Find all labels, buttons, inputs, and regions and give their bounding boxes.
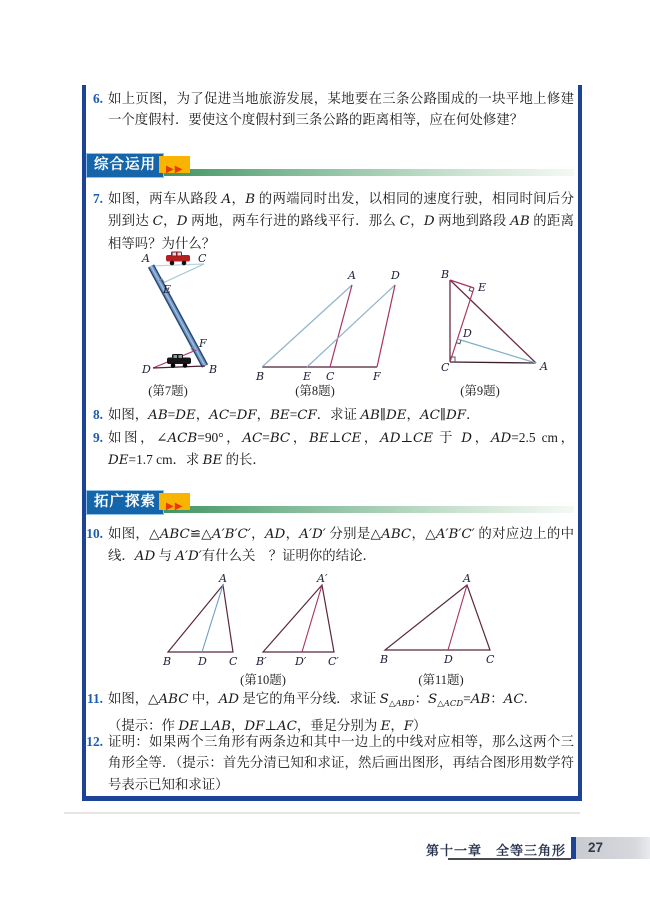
red-car-wheel (170, 261, 175, 266)
section-banner-comprehensive (86, 153, 574, 181)
problem-12-number: 12. (86, 734, 103, 749)
black-car-window-2 (179, 355, 183, 358)
footer-underline (448, 858, 571, 860)
figure-problem-10 (155, 572, 350, 670)
figure-problem-8 (245, 263, 420, 383)
problem-6-number: 6. (92, 91, 103, 106)
vertex-label-B-prime: B′ (256, 655, 267, 668)
segment-AC (330, 285, 352, 367)
problem-9-number: 9. (92, 430, 103, 445)
problem-12 (78, 731, 574, 795)
figure-problem-11 (375, 572, 505, 668)
banner-arrow-box (159, 156, 190, 173)
banner-title-comprehensive: 综合运用 (86, 153, 164, 178)
triangle-ABC (385, 585, 490, 650)
segment-ED (307, 285, 395, 367)
vertex-label-B: B (256, 370, 265, 383)
problem-7-number: 7. (92, 191, 103, 206)
vertex-label-C: C (326, 370, 335, 383)
black-car-icon (167, 354, 191, 368)
double-arrow-icon: ▶▶ (166, 501, 184, 512)
triangle-A2B2C2 (263, 585, 334, 652)
vertex-label-D: D (391, 269, 400, 282)
figure-11-caption: (第11题) (418, 673, 464, 687)
problem-11-text: 如图，△ABC 中，AD 是它的角平分线．求证 $S_{\triangle ABD}$：$S_{\triangle ACD}=AB$：AC． （提示：作 DE⊥AB，DF⊥AC，垂足分别为 E，F） (108, 691, 537, 735)
vertex-label-B: B (209, 363, 218, 376)
segment-DF (377, 285, 395, 367)
double-arrow-icon: ▶▶ (166, 164, 184, 175)
page-shadow-line (64, 812, 580, 814)
problem-8-number: 8. (92, 407, 103, 422)
vertex-label-D: D (198, 655, 207, 668)
black-car-wheel-2 (183, 363, 188, 368)
problem-9-text: 如图，∠ACB=90°，AC=BC，BE⊥CE，AD⊥CE 于 D，AD=2.5 cm，DE=1.7 cm．求 BE 的长． (108, 430, 575, 469)
vertex-label-F: F (199, 337, 207, 350)
vertex-label-C: C (198, 252, 207, 265)
segment-CA (450, 362, 536, 363)
vertex-label-F: F (373, 370, 381, 383)
banner-arrow-box (159, 493, 190, 510)
problem-6 (78, 88, 574, 131)
problem-7-text: 如图，两车从路段 A，B 的两端同时出发，以相同的速度行驶，相同时间后分别到达 C，D 两地，两车行进的路线平行．那么 C，D 两地到路段 AB 的距离相等吗？为什么？ (108, 191, 575, 251)
segment-AC (151, 264, 204, 266)
figure-problem-9 (423, 260, 573, 378)
red-car-wheel-2 (182, 261, 187, 266)
vertex-label-A: A (463, 572, 471, 585)
problem-6-text: 如上页图，为了促进当地旅游发展，某地要在三条公路围成的一块平地上修建一个度假村．要使这个度假村到三条公路的距离相等，应在何处修建？ (108, 91, 574, 128)
vertex-label-C: C (441, 361, 450, 374)
figure-7-caption: (第7题) (148, 384, 188, 398)
problem-8 (78, 404, 574, 426)
vertex-label-C: C (229, 655, 238, 668)
banner-green-rule (158, 506, 574, 513)
problem-10-text: 如图，△ABC≌△A′B′C′，AD，A′D′ 分别是△ABC，△A′B′C′ 的对应边上的中线．AD 与 A′D′有什么关 ？证明你的结论． (108, 526, 574, 565)
vertex-label-D: D (142, 363, 151, 376)
red-car-window (173, 253, 177, 256)
vertex-label-E: E (478, 281, 487, 294)
vertex-label-E: E (303, 370, 312, 383)
segment-BA (262, 285, 352, 367)
vertex-label-A-prime: A′ (317, 572, 328, 585)
vertex-label-A: A (540, 360, 548, 373)
median-A2D2 (302, 585, 322, 652)
problem-11-number: 11. (87, 691, 103, 706)
segment-CE (450, 288, 474, 362)
problem-7 (78, 188, 574, 254)
vertex-label-A: A (219, 572, 227, 585)
vertex-label-B: B (441, 268, 450, 281)
vertex-label-D: D (463, 327, 472, 340)
median-AD (202, 585, 223, 652)
problem-9 (78, 427, 574, 472)
banner-title-extension: 拓广探索 (86, 490, 164, 515)
problem-8-text: 如图，AB=DE，AC=DF，BE=CF．求证 AB∥DE，AC∥DF． (108, 407, 480, 423)
figure-8-caption: (第8题) (295, 384, 335, 398)
vertex-label-C-prime: C′ (328, 655, 339, 668)
red-car-window-2 (178, 253, 182, 256)
vertex-label-E: E (163, 283, 172, 296)
page-number: 27 (588, 840, 604, 855)
vertex-label-C: C (486, 653, 495, 666)
vertex-label-D-prime: D′ (295, 655, 307, 668)
problem-10 (78, 523, 574, 568)
section-banner-extension (86, 490, 574, 518)
vertex-label-B: B (163, 655, 172, 668)
segment-DB (153, 366, 205, 368)
black-car-wheel (171, 363, 176, 368)
vertex-label-A: A (348, 269, 356, 282)
vertex-label-D: D (444, 653, 453, 666)
problem-12-text: 证明：如果两个三角形有两条边和其中一边上的中线对应相等，那么这两个三角形全等．（提示：首先分清已知和求证，然后画出图形，再结合图形用数学符号表示已知和求证） (108, 734, 574, 792)
problem-10-number: 10. (86, 526, 103, 541)
bisector-AD (448, 585, 467, 650)
vertex-label-B: B (380, 653, 389, 666)
banner-green-rule (158, 169, 574, 176)
figure-10-caption: (第10题) (240, 673, 286, 687)
red-car-icon (166, 252, 190, 266)
triangle-ABC (168, 585, 233, 652)
figure-9-caption: (第9题) (460, 384, 500, 398)
chapter-title: 第十一章 全等三角形 (425, 843, 566, 858)
vertex-label-A: A (142, 252, 150, 265)
figure-problem-7 (138, 250, 258, 388)
segment-CE (161, 264, 204, 284)
black-car-window (174, 355, 178, 358)
